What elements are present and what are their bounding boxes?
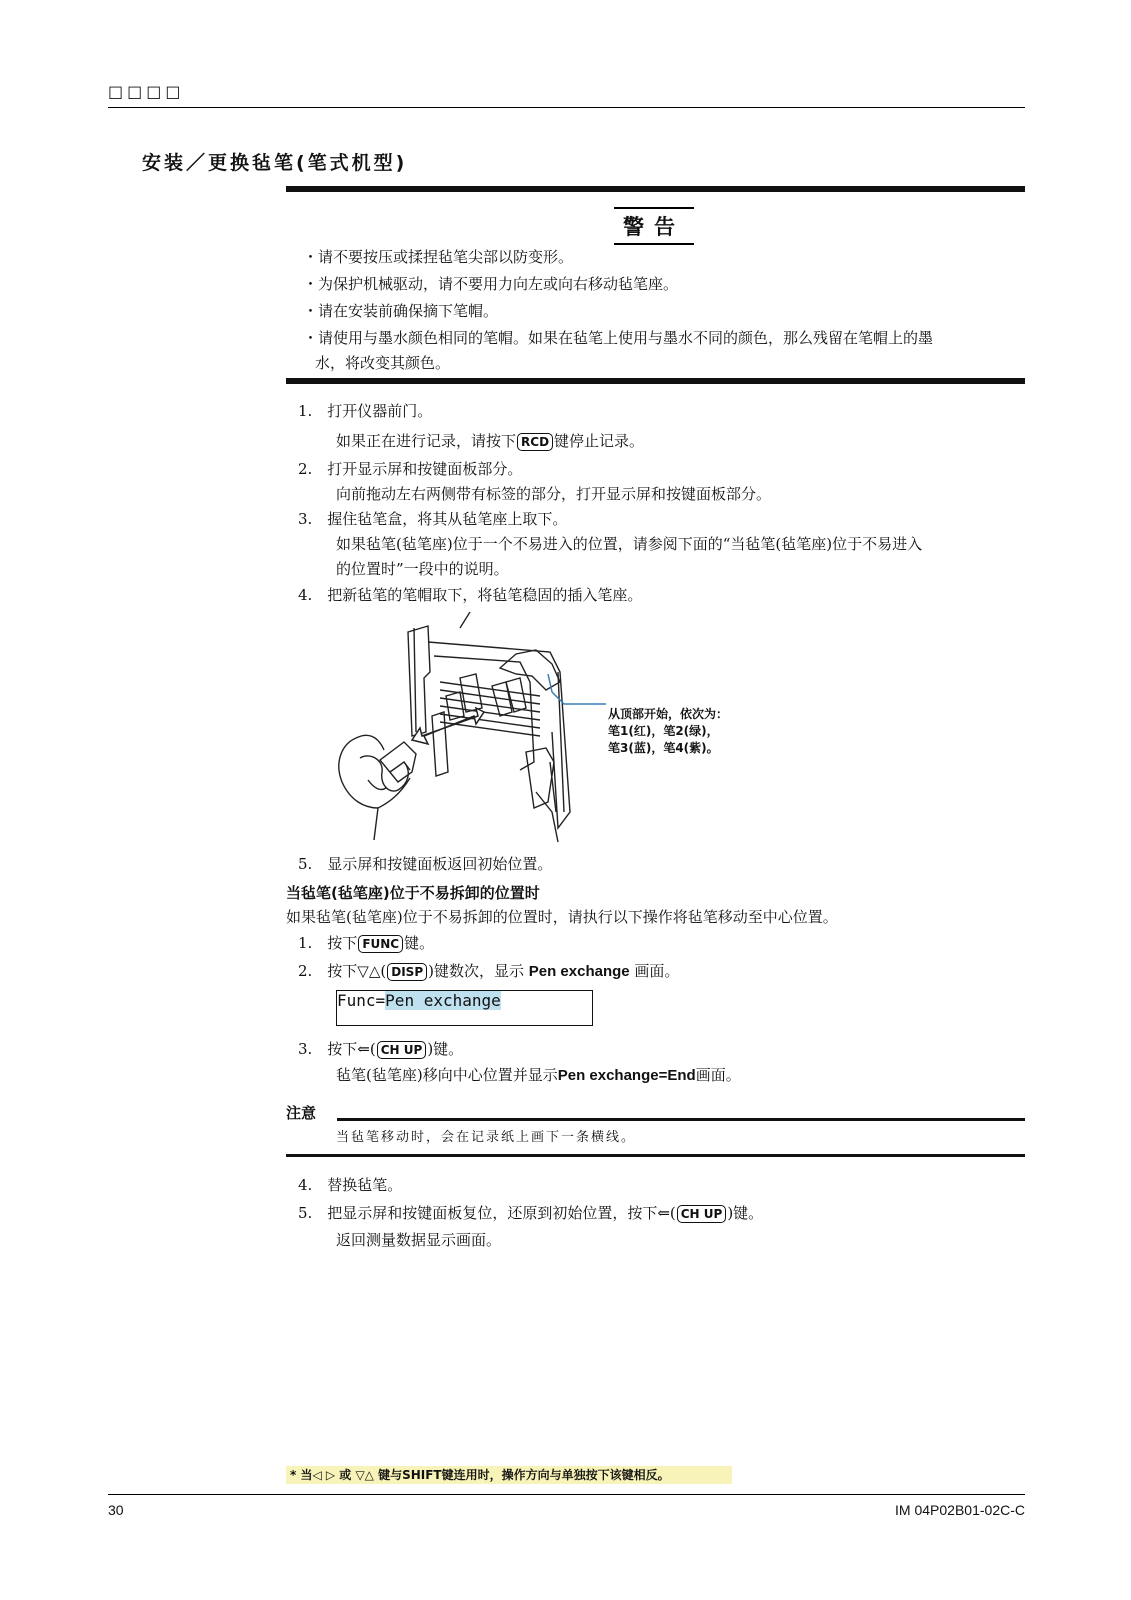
pen-order-callout bbox=[608, 706, 728, 757]
warning-item: ・请不要按压或揉捏毡笔尖部以防变形。 bbox=[303, 248, 574, 266]
callout-line: 从顶部开始，依次为： bbox=[608, 707, 729, 721]
sub-step-3-detail: 毡笔(毡笔座)移向中心位置并显示Pen exchange=End画面。 bbox=[336, 1066, 741, 1084]
step-3-detail: 如果毡笔(毡笔座)位于一个不易进入的位置，请参阅下面的“当毡笔(毡笔座)位于不易进入 bbox=[336, 535, 923, 553]
step-1-detail: 如果正在进行记录，请按下 RCD 键停止记录。 bbox=[336, 432, 645, 450]
note-bottom-rule bbox=[286, 1154, 1025, 1157]
header-rule bbox=[108, 107, 1025, 108]
sub-step-2: 2. 按下▽△( DISP )键数次，显示 Pen exchange 画面。 bbox=[298, 962, 680, 980]
step-3-detail: 的位置时”一段中的说明。 bbox=[336, 560, 509, 578]
lcd-display bbox=[336, 990, 593, 1026]
footer-rule bbox=[108, 1494, 1025, 1495]
subsection-intro: 如果毡笔(毡笔座)位于不易拆卸的位置时，请执行以下操作将毡笔移动至中心位置。 bbox=[286, 908, 838, 926]
warning-top-bar bbox=[286, 186, 1025, 192]
step-4b: 4. 替换毡笔。 bbox=[298, 1176, 403, 1194]
page-number: 30 bbox=[108, 1502, 124, 1518]
step-4: 4. 把新毡笔的笔帽取下，将毡笔稳固的插入笔座。 bbox=[298, 586, 643, 604]
sub-step-3: 3. 按下⇐( CH UP )键。 bbox=[298, 1040, 464, 1058]
subsection-title: 当毡笔(毡笔座)位于不易拆卸的位置时 bbox=[286, 884, 540, 902]
section-title: 安装／更换毡笔(笔式机型) bbox=[142, 152, 408, 174]
step-1: 1. 打开仪器前门。 bbox=[298, 402, 433, 420]
running-header: □□□□ bbox=[108, 82, 185, 101]
ch-up-key-icon: CH UP bbox=[377, 1041, 427, 1059]
callout-line: 笔1(红)，笔2(绿)， bbox=[608, 724, 719, 738]
document-id: IM 04P02B01-02C-C bbox=[895, 1502, 1025, 1518]
warning-item: 水，将改变其颜色。 bbox=[315, 354, 451, 372]
footnote: * 当◁ ▷ 或 ▽△ 键与SHIFT键连用时，操作方向与单独按下该键相反。 bbox=[286, 1466, 732, 1484]
lcd-prefix: Func= bbox=[337, 991, 386, 1010]
step-5b: 5. 把显示屏和按键面板复位，还原到初始位置，按下⇐( CH UP )键。 bbox=[298, 1204, 764, 1222]
note-text: 当毡笔移动时，会在记录纸上画下一条横线。 bbox=[336, 1130, 637, 1145]
step-3: 3. 握住毡笔盒，将其从毡笔座上取下。 bbox=[298, 510, 568, 528]
step-5b-detail: 返回测量数据显示画面。 bbox=[336, 1231, 502, 1249]
warning-item: ・请在安装前确保摘下笔帽。 bbox=[303, 302, 499, 320]
disp-key-icon: DISP bbox=[387, 963, 427, 981]
step-5: 5. 显示屏和按键面板返回初始位置。 bbox=[298, 855, 553, 873]
callout-line: 笔3(蓝)，笔4(紫)。 bbox=[608, 741, 719, 755]
warning-title: 警告 bbox=[614, 207, 694, 245]
ch-up-key-icon: CH UP bbox=[677, 1205, 727, 1223]
note-top-rule bbox=[337, 1118, 1025, 1121]
note-label: 注意 bbox=[286, 1104, 317, 1122]
func-key-icon: FUNC bbox=[358, 935, 403, 953]
warning-item: ・为保护机械驱动，请不要用力向左或向右移动毡笔座。 bbox=[303, 275, 679, 293]
step-2: 2. 打开显示屏和按键面板部分。 bbox=[298, 460, 523, 478]
sub-step-1: 1. 按下 FUNC 键。 bbox=[298, 934, 435, 952]
lcd-value: Pen exchange bbox=[385, 991, 501, 1010]
rcd-key-icon: RCD bbox=[517, 433, 553, 451]
warning-bottom-bar bbox=[286, 378, 1025, 384]
warning-item: ・请使用与墨水颜色相同的笔帽。如果在毡笔上使用与墨水不同的颜色，那么残留在笔帽上的墨 bbox=[303, 329, 934, 347]
step-2-detail: 向前拖动左右两侧带有标签的部分，打开显示屏和按键面板部分。 bbox=[336, 485, 772, 503]
pen-replacement-illustration bbox=[320, 612, 610, 850]
